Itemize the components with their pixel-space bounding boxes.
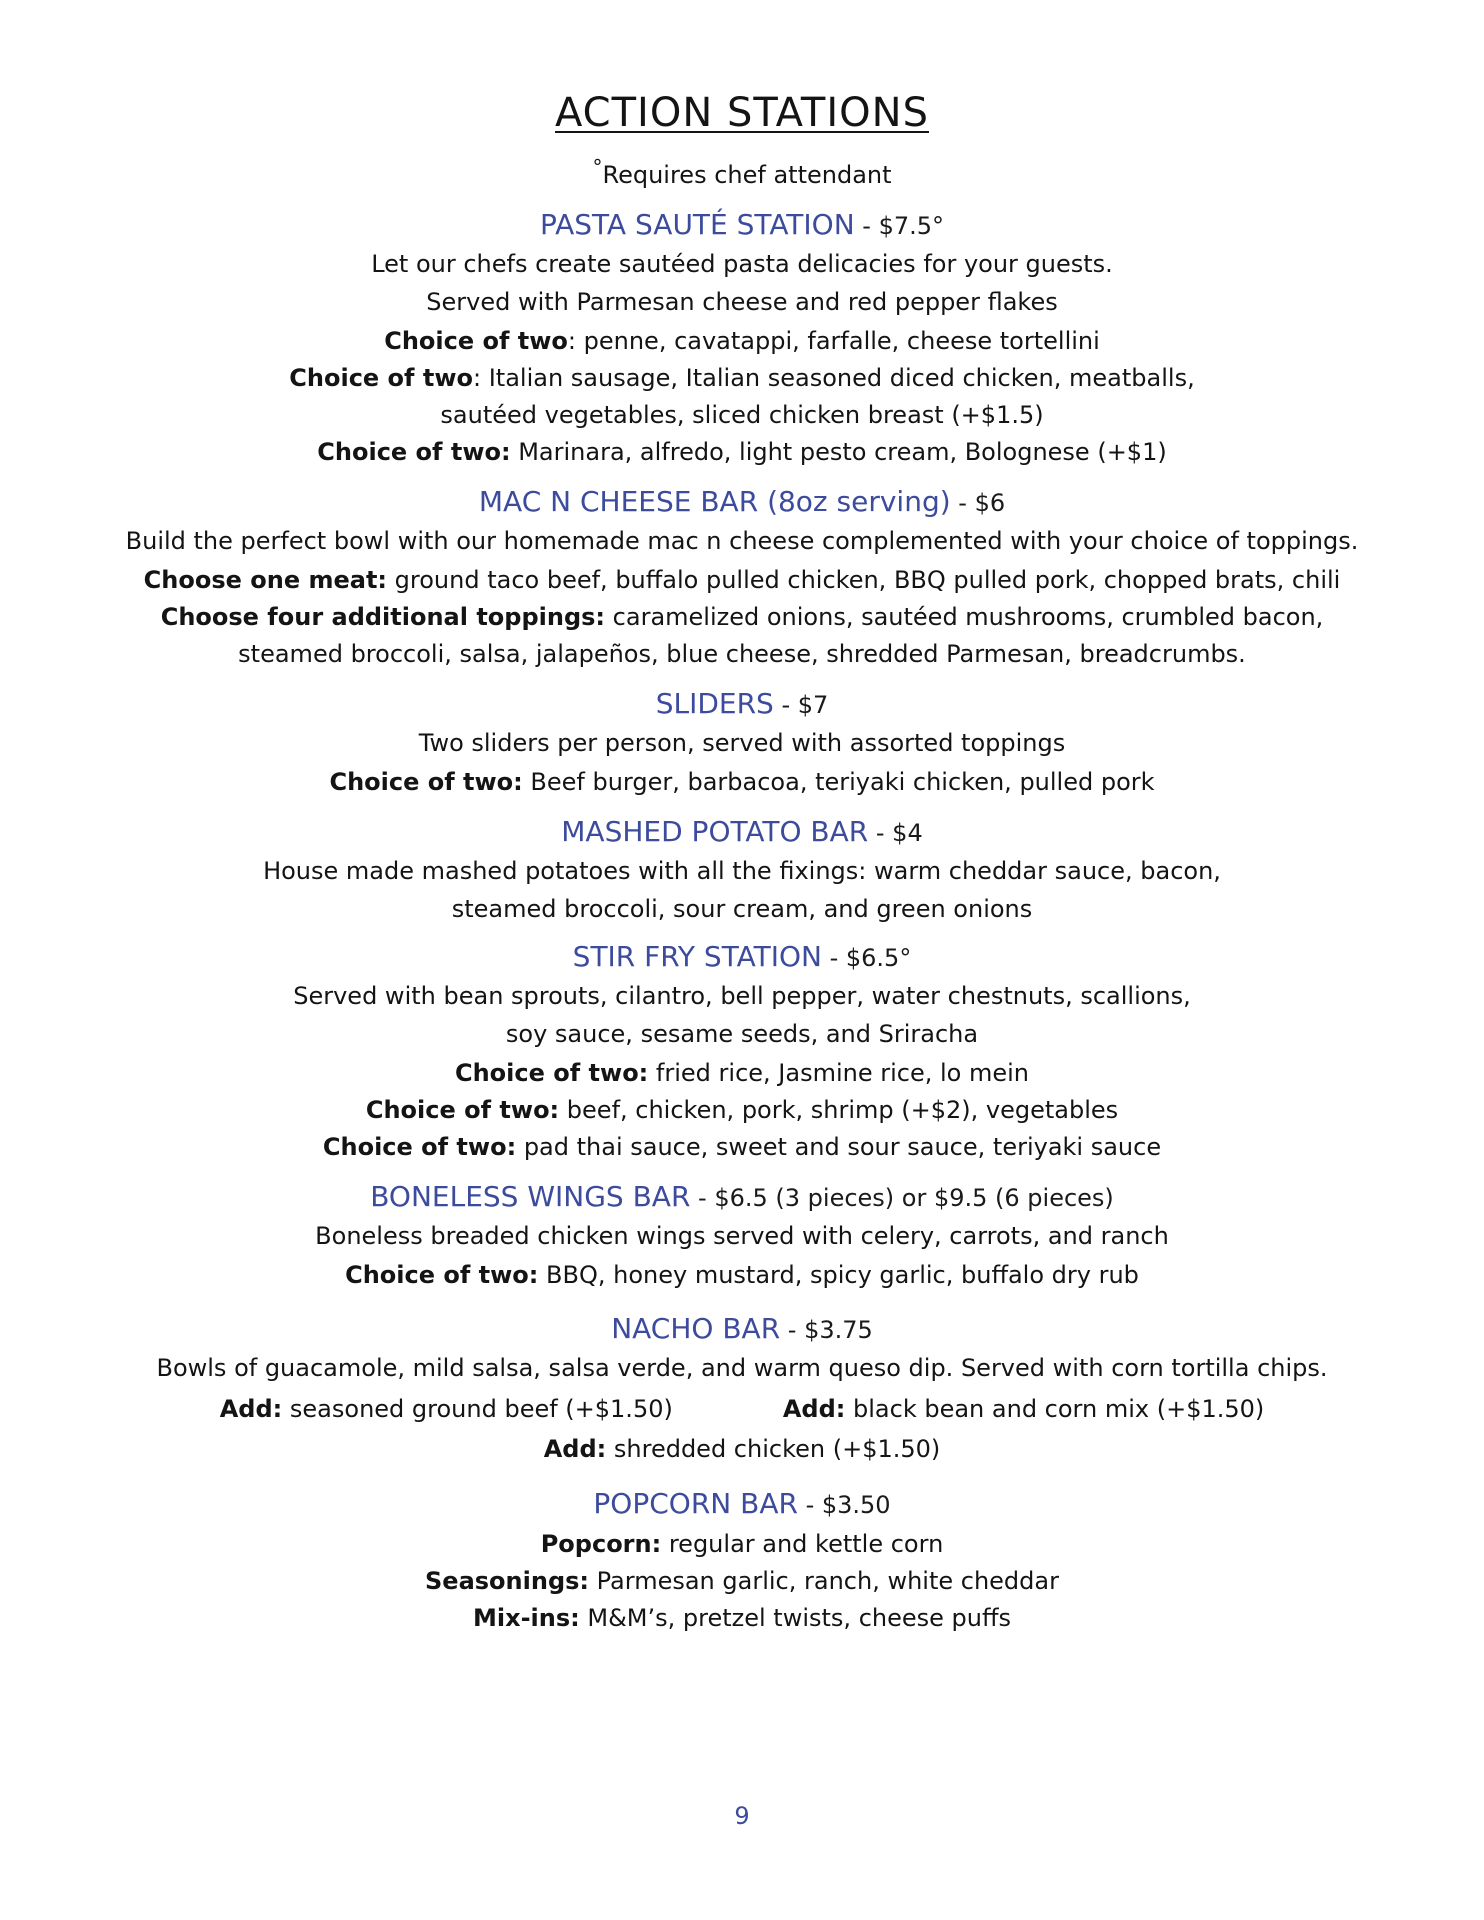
- page-title: ACTION STATIONS: [555, 90, 929, 136]
- option-text: regular and kettle corn: [668, 1530, 944, 1558]
- section-heading: [0, 1180, 1484, 1215]
- option-line: [0, 1563, 1484, 1600]
- option-separator: [605, 603, 613, 631]
- add-on: [220, 1389, 673, 1429]
- page-number: 9: [734, 1802, 750, 1830]
- option-text: beef, chicken, pork, shrimp (+$2), vegetables: [566, 1096, 1119, 1124]
- section-heading: [0, 815, 1484, 850]
- option-label: Choice of two:: [322, 1133, 517, 1161]
- option-separator: [387, 566, 395, 594]
- option-label: Add:: [782, 1395, 846, 1423]
- section-mac-n-cheese-bar-8oz-serving: [0, 485, 1484, 673]
- section-description: Build the perfect bowl with our homemade mac n cheese complemented with your choice of toppings.: [125, 527, 1359, 555]
- option-label: Seasonings:: [425, 1567, 590, 1595]
- option-text: Marinara, alfredo, light pesto cream, Bolognese (+$1): [518, 438, 1167, 466]
- section-price: - $6.5 (3 pieces) or $9.5 (6 pieces): [690, 1184, 1114, 1212]
- option-separator: [516, 1133, 524, 1161]
- option-label: Choice of two:: [345, 1261, 539, 1289]
- add-ons-row: [0, 1389, 1484, 1429]
- option-line: [0, 562, 1484, 599]
- option-continuation: steamed broccoli, salsa, jalapeños, blue cheese, shredded Parmesan, breadcrumbs.: [238, 640, 1246, 668]
- option-separator: [282, 1395, 290, 1423]
- option-line: [0, 1129, 1484, 1166]
- section-popcorn-bar: [0, 1487, 1484, 1637]
- section-price: - $7.5°: [854, 212, 945, 240]
- option-label: Choice of two:: [454, 1059, 649, 1087]
- section-nacho-bar: [0, 1312, 1484, 1469]
- section-description: Two sliders per person, served with assorted toppings: [418, 729, 1066, 757]
- section-name: MASHED POTATO BAR: [561, 815, 869, 848]
- section-description: steamed broccoli, sour cream, and green onions: [451, 895, 1033, 923]
- option-text: caramelized onions, sautéed mushrooms, crumbled bacon,: [612, 603, 1324, 631]
- option-label: Choice of two: [289, 364, 473, 392]
- option-separator: :: [472, 364, 489, 392]
- section-name: BONELESS WINGS BAR: [370, 1180, 691, 1213]
- section-heading: [0, 1312, 1484, 1347]
- option-separator: [845, 1395, 853, 1423]
- option-line: [0, 360, 1484, 397]
- option-separator: [589, 1567, 597, 1595]
- menu-sections: [0, 208, 1484, 1651]
- option-text: Beef burger, barbacoa, teriyaki chicken, pulled pork: [530, 768, 1155, 796]
- section-description: Boneless breaded chicken wings served with celery, carrots, and ranch: [315, 1222, 1169, 1250]
- option-separator: [559, 1096, 567, 1124]
- option-separator: [538, 1261, 546, 1289]
- option-text: pad thai sauce, sweet and sour sauce, teriyaki sauce: [523, 1133, 1162, 1161]
- chef-attendant-note: °Requires chef attendant: [592, 155, 892, 189]
- option-label: Choose one meat:: [143, 566, 388, 594]
- section-description: soy sauce, sesame seeds, and Sriracha: [505, 1020, 979, 1048]
- section-name: MAC N CHEESE BAR (8oz serving): [478, 485, 951, 518]
- option-text: Italian sausage, Italian seasoned diced chicken, meatballs,: [488, 364, 1195, 392]
- option-text: shredded chicken (+$1.50): [613, 1435, 941, 1463]
- section-price: - $6.5°: [821, 944, 912, 972]
- option-label: Choice of two:: [329, 768, 523, 796]
- option-line: [0, 1055, 1484, 1092]
- option-text: seasoned ground beef (+$1.50): [289, 1395, 673, 1423]
- section-price: - $7: [773, 691, 829, 719]
- section-price: - $4: [868, 819, 923, 847]
- option-label: Add:: [543, 1435, 607, 1463]
- option-text: BBQ, honey mustard, spicy garlic, buffalo dry rub: [546, 1261, 1139, 1289]
- section-price: - $3.50: [797, 1491, 891, 1519]
- option-line: [0, 1429, 1484, 1469]
- option-line: [0, 1257, 1484, 1294]
- option-line: [0, 599, 1484, 636]
- section-description: Served with Parmesan cheese and red pepper flakes: [426, 288, 1058, 316]
- add-on: [783, 1389, 1264, 1429]
- section-price: - $6: [950, 489, 1006, 517]
- option-label: Mix-ins:: [472, 1604, 580, 1632]
- section-heading: [0, 687, 1484, 722]
- option-text: ground taco beef, buffalo pulled chicken, BBQ pulled pork, chopped brats, chili: [394, 566, 1341, 594]
- option-line: [0, 1092, 1484, 1129]
- option-line: [0, 764, 1484, 801]
- section-sliders: [0, 687, 1484, 801]
- option-line: [0, 1600, 1484, 1637]
- option-label: Choose four additional toppings:: [160, 603, 606, 631]
- section-description: Bowls of guacamole, mild salsa, salsa verde, and warm queso dip. Served with corn tortilla chips.: [156, 1354, 1328, 1382]
- section-heading: [0, 1487, 1484, 1522]
- section-name: SLIDERS: [655, 687, 774, 720]
- option-line: [0, 1526, 1484, 1563]
- section-name: STIR FRY STATION: [572, 940, 822, 973]
- section-name: PASTA SAUTÉ STATION: [539, 208, 855, 241]
- section-stir-fry-station: [0, 940, 1484, 1166]
- section-description: House made mashed potatoes with all the fixings: warm cheddar sauce, bacon,: [263, 857, 1221, 885]
- section-description: Served with bean sprouts, cilantro, bell pepper, water chestnuts, scallions,: [293, 982, 1191, 1010]
- section-price: - $3.75: [780, 1316, 873, 1344]
- section-mashed-potato-bar: [0, 815, 1484, 926]
- option-text: black bean and corn mix (+$1.50): [853, 1395, 1265, 1423]
- degree-mark: °: [592, 155, 603, 179]
- section-name: NACHO BAR: [611, 1312, 781, 1345]
- section-heading: [0, 208, 1484, 243]
- section-name: POPCORN BAR: [593, 1487, 798, 1520]
- option-text: M&M’s, pretzel twists, cheese puffs: [587, 1604, 1012, 1632]
- option-label: Popcorn:: [540, 1530, 662, 1558]
- option-line: [0, 323, 1484, 360]
- option-line: [0, 434, 1484, 471]
- section-pasta-saut-station: [0, 208, 1484, 471]
- option-separator: :: [567, 327, 584, 355]
- section-description: Let our chefs create sautéed pasta delicacies for your guests.: [371, 250, 1113, 278]
- section-heading: [0, 485, 1484, 520]
- section-heading: [0, 940, 1484, 975]
- option-separator: [661, 1530, 669, 1558]
- option-text: fried rice, Jasmine rice, lo mein: [655, 1059, 1029, 1087]
- option-separator: [648, 1059, 656, 1087]
- option-continuation: sautéed vegetables, sliced chicken breast (+$1.5): [440, 401, 1044, 429]
- option-separator: [606, 1435, 614, 1463]
- section-boneless-wings-bar: [0, 1180, 1484, 1294]
- option-label: Add:: [219, 1395, 283, 1423]
- option-label: Choice of two:: [317, 438, 511, 466]
- option-label: Choice of two:: [365, 1096, 560, 1124]
- option-text: penne, cavatappi, farfalle, cheese tortellini: [583, 327, 1100, 355]
- option-text: Parmesan garlic, ranch, white cheddar: [596, 1567, 1059, 1595]
- option-label: Choice of two: [384, 327, 568, 355]
